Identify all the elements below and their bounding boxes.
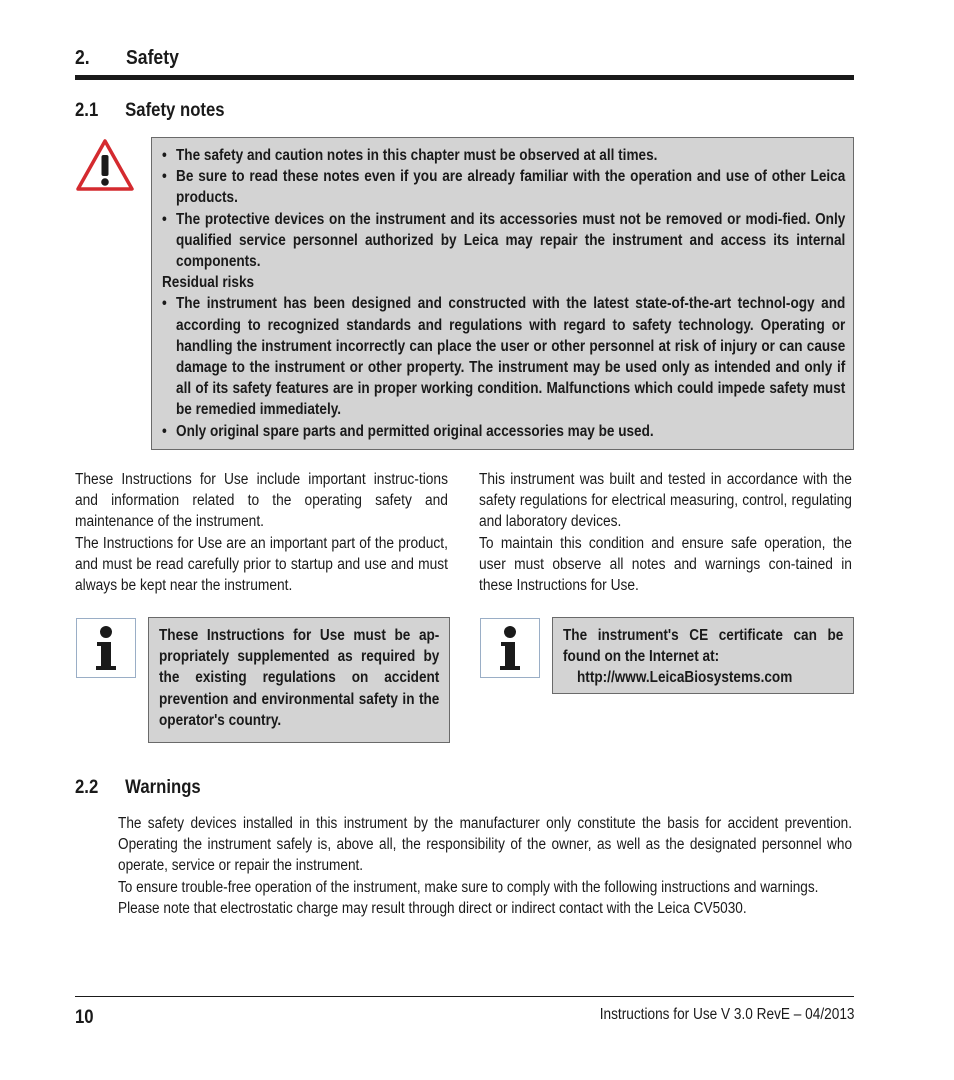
certificate-url[interactable]: http://www.LeicaBiosystems.com (577, 669, 793, 687)
info-icon (76, 618, 136, 678)
paragraph: The safety devices installed in this instrument by the manufacturer only constitute the basis for accident prevention. Operating the instrument safely is, above all, the responsibility of the owner, as well as the designated personnel who operate, service or repair the instrument. (118, 815, 853, 875)
info-note-text: The instrument's CE certificate can be found on the Internet at: (563, 627, 844, 666)
paragraph: Please note that electrostatic charge may result through direct or indirect contact with the Leica CV5030. (118, 899, 747, 917)
chapter-rule (75, 75, 854, 80)
info-note-text: These Instructions for Use must be ap-propriately supplemented as required by the existing regulations on accident prevention and environmental safety in the operator's country. (159, 627, 440, 729)
paragraph: This instrument was built and tested in accordance with the safety regulations for electrical measuring, control, regulating and laboratory devices. (479, 471, 852, 531)
section-title: Warnings (125, 777, 201, 798)
chapter-number: 2. (75, 47, 90, 69)
notice-bullet: • The protective devices on the instrument and its accessories must not be removed or modi-fied. Only qualified service personnel authorized by Leica may repair the instrument and access its internal components. (162, 210, 846, 271)
notice-bullet: • Be sure to read these notes even if you are already familiar with the operation and use of other Leica products. (162, 168, 846, 207)
warning-triangle-icon (75, 138, 135, 192)
right-column-text (479, 469, 852, 596)
notice-bullet: • Only original spare parts and permitted original accessories may be used. (162, 422, 654, 440)
notice-bullet: • The safety and caution notes in this chapter must be observed at all times. (162, 147, 658, 164)
left-column-text (75, 469, 448, 596)
footer-rule (75, 996, 854, 997)
section-number: 2.1 (75, 100, 99, 121)
section-heading-2-2 (75, 777, 201, 799)
section-number: 2.2 (75, 777, 99, 798)
notice-bullet: • The instrument has been designed and constructed with the latest state-of-the-art technol-ogy and according to recognized standards and regulations with regard to safety technology. Operating or handling the instrument incorrectly can place the user or other personnel at risk of injury or can cause damage to the instrument or other property. The instrument may be used only as intended and only if all of its safety features are in proper working condition. Malfunctions which could impede safety must be remedied immediately. (162, 295, 846, 419)
info-note-box-left (148, 617, 450, 743)
document-version: Instructions for Use V 3.0 RevE – 04/2013 (599, 1006, 854, 1023)
info-icon (480, 618, 540, 678)
safety-notice-box (151, 137, 854, 450)
paragraph: The Instructions for Use are an important part of the product, and must be read carefully prior to startup and use and must always be kept near the instrument. (75, 534, 448, 595)
warnings-text (118, 813, 852, 919)
residual-risks-heading: Residual risks (162, 274, 255, 292)
page-number: 10 (75, 1007, 94, 1028)
chapter-title: Safety (126, 47, 179, 69)
section-title: Safety notes (125, 100, 225, 121)
paragraph: To ensure trouble-free operation of the instrument, make sure to comply with the following instructions and warnings. (118, 878, 819, 896)
chapter-heading (75, 47, 179, 70)
section-heading-2-1 (75, 100, 225, 122)
info-note-box-right (552, 617, 854, 694)
paragraph: To maintain this condition and ensure safe operation, the user must observe all notes and warnings con-tained in these Instructions for Use. (479, 534, 852, 595)
paragraph: These Instructions for Use include important instruc-tions and information related to the operating safety and maintenance of the instrument. (75, 471, 448, 531)
